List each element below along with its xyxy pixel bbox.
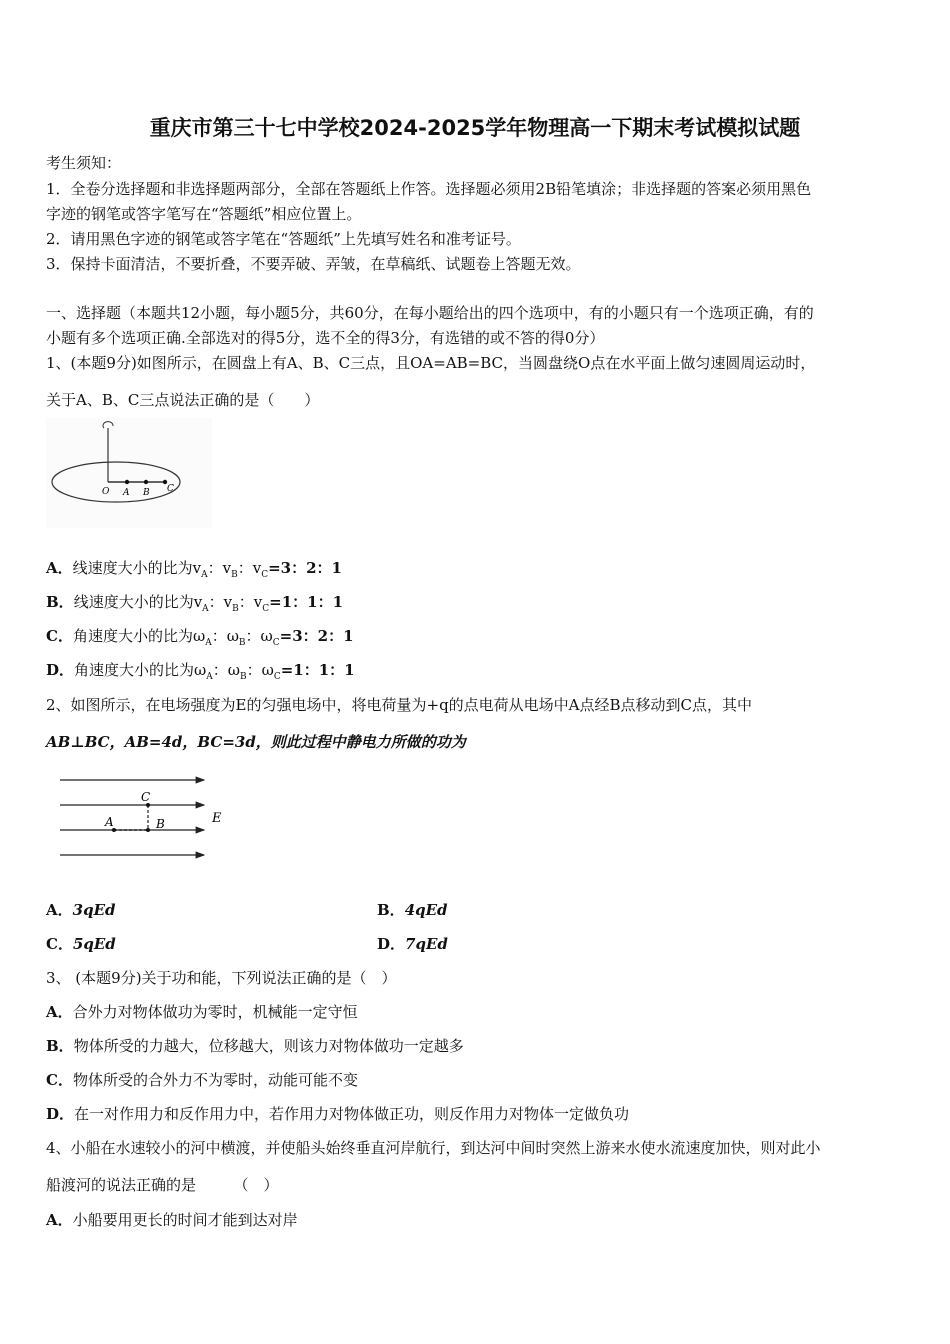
point-a [125, 480, 129, 484]
notice-heading: 考生须知： [46, 154, 122, 172]
q2-option-b: B．4qEd [377, 901, 448, 919]
label-a: A [105, 815, 114, 829]
label-e: E [212, 811, 222, 826]
section-instructions: 一、选择题（本题共12小题，每小题5分，共60分，在每小题给出的四个选项中，有的小题只有一个选项正确，有的 [46, 304, 814, 322]
q1-option-d: D．角速度大小的比为$\omega_A$：$\omega_B$：$\omega_C=1$：1：1 [46, 661, 355, 682]
q2-stem: AB⊥BC，AB=4d，BC=3d，则此过程中静电力所做的功为 [46, 733, 466, 751]
q1-stem: 1、(本题9分)如图所示，在圆盘上有A、B、C三点，且OA=AB=BC，当圆盘绕O点在水平面上做匀速圆周运动时， [46, 354, 816, 372]
q1-option-b: B．线速度大小的比为$v_A$：$v_B$：$v_C=1$：1：1 [46, 593, 344, 614]
point-b [146, 828, 150, 832]
page-title: 重庆市第三十七中学校2024-2025学年物理高一下期末考试模拟试题 [149, 116, 801, 140]
q1-disk-figure [46, 418, 212, 528]
label-c: C [167, 484, 174, 494]
label-b: B [156, 817, 165, 831]
label-b: B [143, 488, 150, 498]
q3-option-b: B．物体所受的力越大，位移越大，则该力对物体做功一定越多 [46, 1037, 464, 1055]
figure-background [46, 418, 212, 528]
q1-option-c: C．角速度大小的比为$\omega_A$：$\omega_B$：$\omega_C=3$：2：1 [46, 627, 354, 648]
q2-option-a: A．3qEd [46, 901, 116, 919]
label-a: A [123, 488, 130, 498]
q2-option-c: C．5qEd [46, 935, 116, 953]
notice-item: 字迹的钢笔或答字笔写在“答题纸”相应位置上。 [46, 205, 362, 223]
q2-field-figure [56, 770, 236, 870]
notice-item: 2．请用黑色字迹的钢笔或答字笔在“答题纸”上先填写姓名和准考证号。 [46, 230, 521, 248]
q2-stem: 2、如图所示，在电场强度为E的匀强电场中，将电荷量为+q的点电荷从电场中A点经B点移动到C点，其中 [46, 696, 753, 714]
q1-option-a: A．线速度大小的比为$v_A$：$v_B$：$v_C=3$：2：1 [46, 559, 342, 580]
q3-option-d: D．在一对作用力和反作用力中，若作用力对物体做正功，则反作用力对物体一定做负功 [46, 1105, 630, 1123]
label-c: C [141, 790, 151, 804]
q4-stem: 4、小船在水速较小的河中横渡，并使船头始终垂直河岸航行，到达河中间时突然上游来水使水流速度加快，则对此小 [46, 1139, 821, 1157]
q1-stem: 关于A、B、C三点说法正确的是（ ） [46, 391, 320, 409]
notice-item: 1．全卷分选择题和非选择题两部分，全部在答题纸上作答。选择题必须用2B铅笔填涂；非选择题的答案必须用黑色 [46, 180, 812, 198]
section-instructions: 小题有多个选项正确.全部选对的得5分，选不全的得3分，有选错的或不答的得0分） [46, 329, 605, 347]
q4-stem: 船渡河的说法正确的是 （ ） [46, 1176, 279, 1194]
label-o: O [102, 487, 110, 497]
q2-option-d: D．7qEd [377, 935, 448, 953]
q3-option-c: C．物体所受的合外力不为零时，动能可能不变 [46, 1071, 358, 1089]
notice-item: 3．保持卡面清洁，不要折叠，不要弄破、弄皱，在草稿纸、试题卷上答题无效。 [46, 255, 581, 273]
q4-option-a: A．小船要用更长的时间才能到达对岸 [46, 1211, 298, 1229]
q3-stem: 3、 (本题9分)关于功和能，下列说法正确的是（ ） [46, 969, 397, 987]
q3-option-a: A．合外力对物体做功为零时，机械能一定守恒 [46, 1003, 358, 1021]
point-b [144, 480, 148, 484]
